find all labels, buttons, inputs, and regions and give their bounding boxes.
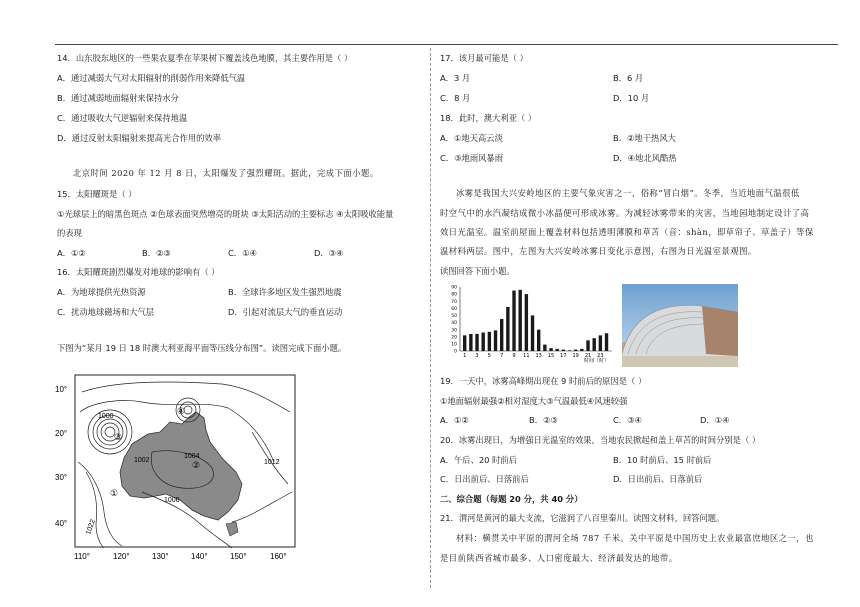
bar-hour-6 xyxy=(494,330,497,351)
x-tick-label: 21 xyxy=(584,353,592,359)
q15-option-d: D．③④ xyxy=(314,248,344,258)
ice-fog-bar-chart xyxy=(440,283,615,363)
greenhouse-photo xyxy=(622,284,738,367)
lon-label-160: 160° xyxy=(270,552,287,561)
q19-option-a: A．①② xyxy=(440,415,469,425)
q21-stem: 21．渭河是黄河的最大支流，它滋润了八百里秦川。读图文材料，回答问题。 xyxy=(440,513,725,523)
isobar-label-1002: 1002 xyxy=(134,457,150,464)
x-tick-label: 19 xyxy=(572,353,579,359)
q16-option-d: D．引起对流层大气的垂直运动 xyxy=(228,307,343,317)
q19-stem: 19．一天中，冰雾高峰期出现在 9 时前后的原因是（ ） xyxy=(440,376,647,386)
x-tick-label: 9 xyxy=(512,353,516,359)
q17-option-c: C．8 月 xyxy=(440,93,471,103)
isobar-label-1022: 1022 xyxy=(85,518,97,536)
bar-hour-11 xyxy=(525,294,528,351)
q18-stem: 18．此时，澳大利亚（ ） xyxy=(440,113,537,123)
q17-stem: 17．该月最可能是（ ） xyxy=(440,53,528,63)
bar-hour-22 xyxy=(593,338,596,351)
q15-option-a: A．①② xyxy=(57,248,86,258)
bar-hour-9 xyxy=(512,291,515,351)
isobar-label-1012: 1012 xyxy=(264,459,280,466)
y-tick-label: 50 xyxy=(451,314,457,320)
q15-stem: 15．太阳耀斑是（ ） xyxy=(57,189,137,199)
lon-label-120: 120° xyxy=(113,552,130,561)
bar-hour-13 xyxy=(537,330,540,351)
q15-option-b: B．②③ xyxy=(142,248,171,258)
q15-options-line1: ①光球层上的暗黑色斑点 ②色球表面突然增亮的斑块 ③太阳活动的主要标志 ④太阳吸收能量 xyxy=(57,209,394,219)
q18-option-c: C．③地雨风暴雨 xyxy=(440,153,504,163)
lon-label-130: 130° xyxy=(152,552,169,561)
map-point-1: ① xyxy=(110,489,119,499)
fog-para-4: 温材料两层。图中，左图为大兴安岭冰雾日变化示意图，右图为日光温室景观图。 xyxy=(440,246,757,256)
x-tick-label: 7 xyxy=(500,353,504,359)
x-tick-label: 15 xyxy=(547,353,555,359)
bar-hour-1 xyxy=(463,335,466,351)
lat-label-40: 40° xyxy=(55,519,68,528)
y-tick-label: 0 xyxy=(454,349,457,355)
q19-options-line: ①地面辐射最强②相对湿度大③气温最低④风速较强 xyxy=(440,396,628,406)
bar-hour-8 xyxy=(506,307,509,351)
q19-option-d: D．①④ xyxy=(700,415,730,425)
isobar-label-1004: 1004 xyxy=(184,453,200,460)
top-rule xyxy=(55,44,838,45)
isobar-label-1006: 1006 xyxy=(164,497,180,504)
y-tick-label: 30 xyxy=(451,328,457,334)
y-tick-group xyxy=(451,285,457,355)
x-axis-label: 时间（时） xyxy=(584,358,610,363)
q14-option-c: C．通过吸收大气逆辐射来保持地温 xyxy=(57,113,188,123)
bar-hour-20 xyxy=(580,349,583,351)
q16-option-b: B．全球许多地区发生强烈地震 xyxy=(228,287,342,297)
q16-stem: 16．太阳耀斑剧烈爆发对地球的影响有（ ） xyxy=(57,267,220,277)
lon-label-110: 110° xyxy=(74,552,90,561)
lat-label-20: 20° xyxy=(55,429,68,438)
y-tick-label: 20 xyxy=(451,335,457,341)
x-tick-label: 13 xyxy=(535,353,542,359)
y-tick-label: 40 xyxy=(451,321,457,327)
map-point-3: ③ xyxy=(114,433,123,443)
q20-option-d: D．日出前后、日落前后 xyxy=(613,474,703,484)
section-heading: 二、综合题（每题 20 分，共 40 分） xyxy=(440,494,583,504)
bar-hour-7 xyxy=(500,319,503,351)
bar-hour-10 xyxy=(519,290,522,351)
x-tick-label: 23 xyxy=(597,353,604,359)
fog-para-1: 冰雾是我国大兴安岭地区的主要气象灾害之一，俗称“冒白烟”。冬季，当近地面气温很低 xyxy=(456,188,800,198)
column-divider xyxy=(430,48,431,588)
x-tick-group xyxy=(463,353,603,359)
bar-hour-14 xyxy=(543,345,546,351)
q19-option-c: C．③④ xyxy=(613,415,642,425)
q17-option-a: A．3 月 xyxy=(440,73,471,83)
bar-hour-16 xyxy=(556,349,559,351)
bar-group xyxy=(463,290,608,351)
y-tick-label: 10 xyxy=(451,342,457,348)
lon-label-150: 150° xyxy=(230,552,247,561)
map-point-4: ④ xyxy=(177,407,186,417)
lat-label-30: 30° xyxy=(55,473,68,482)
q20-option-a: A．午后、20 时前后 xyxy=(440,455,517,465)
bar-hour-3 xyxy=(475,334,478,351)
q18-option-b: B．②地干热风大 xyxy=(613,133,676,143)
bar-hour-4 xyxy=(482,333,485,351)
q20-stem: 20．冰雾出现日，为增强日光温室的效果，当地农民掀起和盖上草苫的时间分别是（ ） xyxy=(440,435,761,445)
q14-stem: 14．山东胶东地区的一些果农夏季在苹果树下覆盖浅色地膜，其主要作用是（ ） xyxy=(57,53,353,63)
x-tick-label: 11 xyxy=(523,353,530,359)
sun-intro: 北京时间 2020 年 12 月 8 日，太阳爆发了强烈耀斑。据此，完成下面小题。 xyxy=(73,168,379,178)
q21-material-line2: 是目前陕西省城市最多、人口密度最大、经济最发达的地带。 xyxy=(440,553,678,563)
q18-option-a: A．①地天高云淡 xyxy=(440,133,503,143)
fog-para-3: 效日光温室。温室前屋面上覆盖材料包括透明薄膜和草苫（音：shàn，即草帘子、草盖子）等保 xyxy=(440,227,814,237)
q14-option-a: A．通过减弱大气对太阳辐射的削弱作用来降低气温 xyxy=(57,73,246,83)
q14-option-d: D．通过反射太阳辐射来提高光合作用的效率 xyxy=(57,133,222,143)
q21-material-line1: 材料：横贯关中平原的渭河全场 787 千米。关中平原是中国历史上农业最富庶地区之一，也 xyxy=(456,533,814,543)
fog-para-5: 读图回答下面小题。 xyxy=(440,266,515,276)
y-tick-label: 70 xyxy=(451,299,457,305)
bar-hour-24 xyxy=(605,333,608,351)
y-tick-label: 90 xyxy=(451,285,457,291)
bar-hour-5 xyxy=(488,332,491,351)
y-tick-label: 80 xyxy=(451,292,457,298)
q20-option-c: C．日出前后、日落前后 xyxy=(440,474,529,484)
lat-label-10: 10° xyxy=(55,385,68,394)
q16-option-c: C．扰动地球磁场和大气层 xyxy=(57,307,155,317)
isobar-label-1000: 1000 xyxy=(98,413,114,420)
q15-option-c: C．①④ xyxy=(228,248,257,258)
q19-option-b: B．②③ xyxy=(529,415,558,425)
q20-option-b: B．10 时前后、15 时前后 xyxy=(613,455,712,465)
q15-options-line2: 的表现 xyxy=(57,228,82,238)
isobar-map xyxy=(52,372,302,568)
map-point-2: ② xyxy=(192,461,201,471)
x-tick-label: 1 xyxy=(463,353,467,359)
bar-hour-21 xyxy=(586,340,589,351)
bar-hour-15 xyxy=(549,348,552,351)
q18-option-d: D．④地北风酷热 xyxy=(613,153,677,163)
map-intro: 下图为“某月 19 日 18 时澳大利亚海平面等压线分布图”。读图完成下面小题。 xyxy=(57,343,347,353)
y-tick-label: 60 xyxy=(451,306,457,312)
x-tick-label: 5 xyxy=(487,353,491,359)
fog-para-2: 时空气中的水汽凝结成微小冰晶便可形成冰雾。为减轻冰雾带来的灾害，当地园地制定设计了高 xyxy=(440,208,810,218)
lon-label-140: 140° xyxy=(191,552,208,561)
bar-hour-23 xyxy=(599,335,602,351)
q16-option-a: A．为地球提供光热资源 xyxy=(57,287,146,297)
x-tick-label: 3 xyxy=(475,353,479,359)
bar-hour-12 xyxy=(531,315,534,351)
q17-option-b: B．6 月 xyxy=(613,73,644,83)
q14-option-b: B．通过减弱地面辐射来保持水分 xyxy=(57,93,179,103)
x-tick-label: 17 xyxy=(560,353,567,359)
q17-option-d: D．10 月 xyxy=(613,93,650,103)
bar-hour-2 xyxy=(469,334,472,351)
